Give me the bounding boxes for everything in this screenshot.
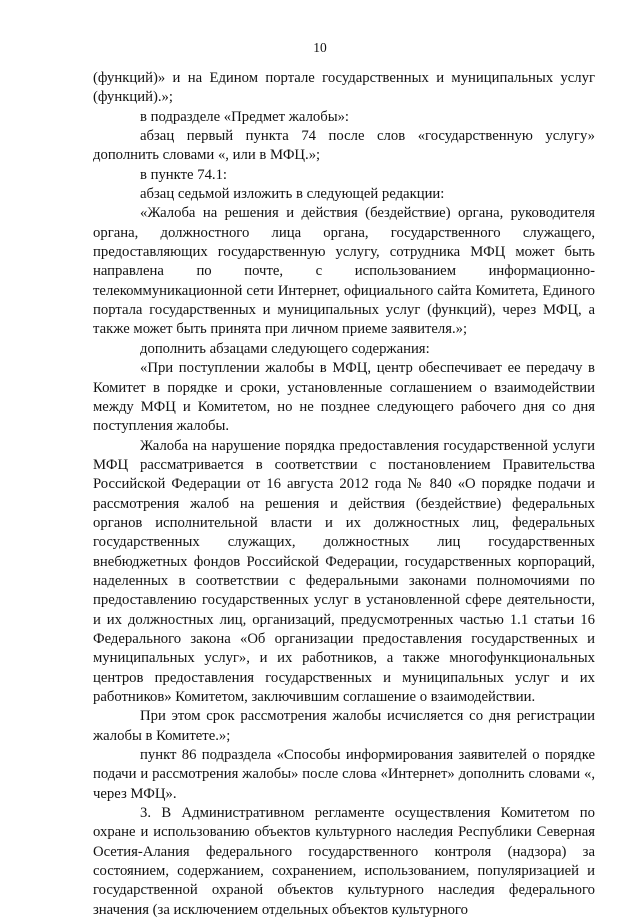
paragraph-section-3: 3. В Административном регламенте осуществления Комитетом по охране и использованию объектов культурного наследия Республики Северная Осетия-Алания федерального государственного контроля (надзора) за состоянием, содержанием, сохранением, использованием, популяризацией и государственной охраной объектов культурного наследия федерального значения (за исключением отдельных объектов культурного xyxy=(93,805,595,918)
paragraph-supplement: дополнить абзацами следующего содержания: xyxy=(140,340,430,357)
paragraph-item-86: пункт 86 подраздела «Способы информирования заявителей о порядке подачи и рассмотрения жалобы» после слова «Интернет» дополнить словами «, через МФЦ». xyxy=(93,747,595,802)
paragraph-subsection-subject: в подразделе «Предмет жалобы»: xyxy=(140,108,350,125)
paragraph-continuation: (функций)» и на Едином портале государственных и муниципальных услуг (функций).»; xyxy=(93,70,595,106)
page-number: 10 xyxy=(313,40,327,55)
paragraph-mfc-receipt: «При поступлении жалобы в МФЦ, центр обеспечивает ее передачу в Комитет в порядке и сроки, установленные соглашением о взаимодействии между МФЦ и Комитетом, но не позднее следующего рабочего дня со дня поступления жалобы. xyxy=(93,360,595,435)
paragraph-item-74: абзац первый пункта 74 после слов «государственную услугу» дополнить словами «, или в МФЦ.»; xyxy=(93,128,595,164)
paragraph-review-term: При этом срок рассмотрения жалобы исчисляется со дня регистрации жалобы в Комитете.»; xyxy=(93,708,595,744)
paragraph-item-74-1: в пункте 74.1: xyxy=(140,166,228,183)
paragraph-seventh-abstract: абзац седьмой изложить в следующей редакции: xyxy=(140,186,445,203)
paragraph-complaint-decisions: «Жалоба на решения и действия (бездействие) органа, руководителя органа, должностного лица органа, государственного служащего, предоставляющих государственную услугу, сотрудника МФЦ может быть направлена по почте, с использованием информационно-телекоммуникационной сети Интернет, официального сайта Комитета, Единого портала государственных и муниципальных услуг (функций), через МФЦ, а также может быть принята при личном приеме заявителя.»; xyxy=(93,205,595,338)
paragraph-mfc-violation: Жалоба на нарушение порядка предоставления государственной услуги МФЦ рассматривается в соответствии с постановлением Правительства Российской Федерации от 16 августа 2012 года № 840 «О порядке подачи и рассмотрения жалоб на решения и действия (бездействие) федеральных органов исполнительной власти и их должностных лиц, федеральных государственных служащих, должностных лиц государственных внебюджетных фондов Российской Федерации, государственных корпораций, наделенных в соответствии с федеральными законами полномочиями по предоставлению государственных услуг в установленной сфере деятельности, и их должностных лиц, организаций, предусмотренных частью 1.1 статьи 16 Федерального закона «Об организации предоставления государственных и муниципальных услуг», и их работников, а также многофункциональных центров предоставления государственных и муниципальных услуг и их работников» Комитетом, заключившим соглашение о взаимодействии. xyxy=(93,437,595,705)
document-body xyxy=(93,69,595,920)
